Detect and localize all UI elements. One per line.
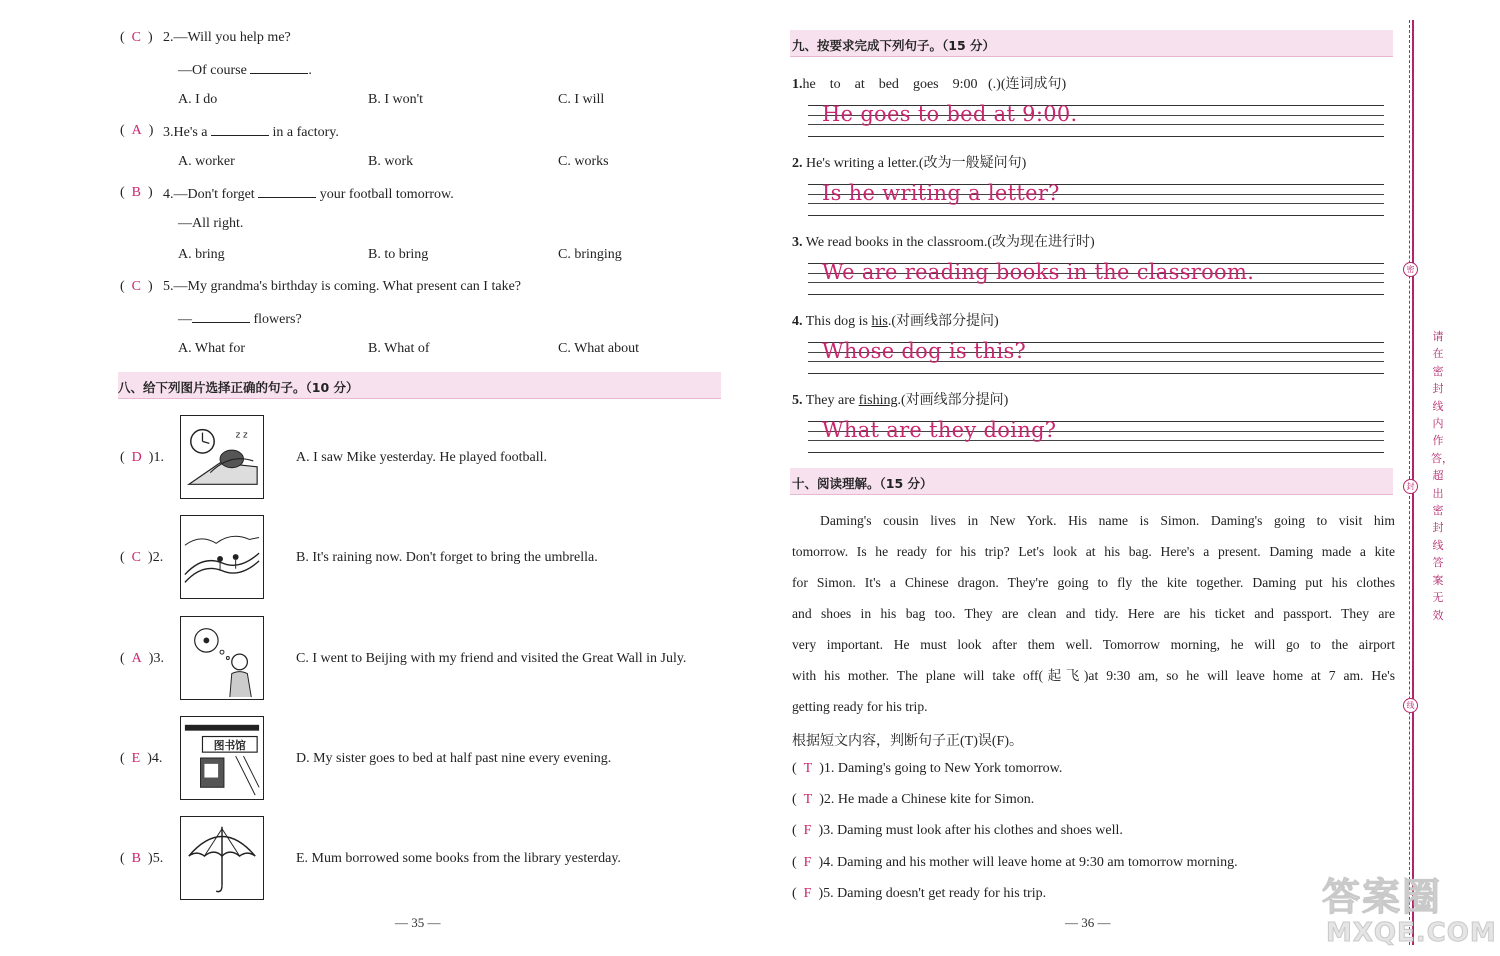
answer-q2: C (131, 30, 142, 45)
picture-answer-4: E (131, 751, 141, 766)
handwritten-answer-q1: He goes to bed at 9:00. (822, 102, 1078, 126)
question-q5-line1: 5.—My grandma's birthday is coming. What present can I take? (163, 279, 521, 294)
watermark-logo: 答案圈 (1322, 875, 1443, 919)
option-q3-c: C. works (558, 154, 609, 169)
great-wall-icon (181, 516, 263, 598)
tf-answer-bracket-5[interactable]: ( F (792, 886, 812, 901)
page-number-right: — 36 — (1065, 915, 1111, 930)
question-q4-line2: —All right. (178, 216, 244, 231)
handwritten-answer-q4: Whose dog is this? (822, 339, 1027, 363)
picture-boy-thinking (180, 616, 264, 700)
option-q2-b: B. I won't (368, 92, 424, 107)
picture-answer-bracket-2[interactable]: ( C )2. (120, 550, 164, 565)
question-q2-line2: —Of course . (178, 63, 312, 78)
library-sign-text: 图书馆 (213, 739, 246, 753)
page-number-left: — 35 — (395, 915, 441, 930)
question-q5-line2: — flowers? (178, 312, 302, 327)
picture-sentence-d: D. My sister goes to bed at half past nine every evening. (296, 751, 612, 766)
option-q5-a: A. What for (178, 341, 245, 356)
picture-answer-bracket-3[interactable]: ( A )3. (120, 651, 164, 666)
answer-q4: B (131, 185, 142, 200)
seal-mark-xian: 线 (1403, 698, 1418, 713)
answer-q5: C (131, 279, 142, 294)
tf-answer-bracket-2[interactable]: ( T (792, 792, 813, 807)
passage-line: tomorrow. Is he ready for his trip? Let's look at his bag. Here's a present. Daming made a kite (792, 544, 1395, 559)
question-q2-line1: 2.—Will you help me? (163, 30, 291, 45)
tf-item-1: ( T )1. Daming's going to New York tomorrow. (792, 761, 1063, 776)
passage-line: very important. He must look after them well. Tomorrow morning, he will go to the airport (792, 637, 1395, 652)
tf-answer-bracket-1[interactable]: ( T (792, 761, 813, 776)
tf-item-5: ( F )5. Daming doesn't get ready for his trip. (792, 886, 1047, 901)
seal-mark-mi: 密 (1403, 262, 1418, 277)
picture-answer-5: B (131, 851, 142, 866)
handwritten-answer-q5: What are they doing? (822, 418, 1057, 442)
section10-title: 十、阅读理解。（15 分） (792, 476, 933, 491)
task-q1-prompt: 1.he to at bed goes 9:00 (.)(连词成句) (792, 77, 1067, 92)
tf-item-2: ( T )2. He made a Chinese kite for Simon. (792, 792, 1035, 807)
handwritten-answer-q2: Is he writing a letter? (822, 181, 1060, 205)
answer-bracket-q2[interactable]: ( C ) (120, 30, 153, 45)
answer-bracket-q3[interactable]: ( A ) (120, 123, 154, 138)
question-q4-line1: 4.—Don't forget your football tomorrow. (163, 187, 454, 202)
picture-umbrella (180, 816, 264, 900)
bedtime-clock-icon (181, 416, 263, 498)
answer-bracket-q4[interactable]: ( B ) (120, 185, 153, 200)
option-q2-a: A. I do (178, 92, 218, 107)
picture-library (180, 716, 264, 800)
passage-line: and shoes in his bag too. They are clean and tidy. Here are his ticket and passport. They are (792, 606, 1395, 621)
picture-bedtime-clock (180, 415, 264, 499)
tf-answer-bracket-3[interactable]: ( F (792, 823, 812, 838)
section8-title: 八、给下列图片选择正确的句子。（10 分） (118, 380, 359, 395)
watermark-url: MXQE.COM (1326, 918, 1497, 948)
option-q4-b: B. to bring (368, 247, 429, 262)
boy-thinking-football-icon (181, 617, 263, 699)
tf-instruction: 根据短文内容，判断句子正(T)误(F)。 (792, 734, 1023, 749)
seal-mark-feng: 封 (1403, 479, 1418, 494)
picture-answer-3: A (131, 651, 142, 666)
picture-sentence-c: C. I went to Beijing with my friend and visited the Great Wall in July. (296, 651, 687, 666)
passage-line: for Simon. It's a Chinese dragon. They're going to fly the kite together. Daming put his clothes (792, 575, 1395, 590)
option-q5-c: C. What about (558, 341, 640, 356)
picture-sentence-a: A. I saw Mike yesterday. He played football. (296, 450, 548, 465)
picture-sentence-b: B. It's raining now. Don't forget to bring the umbrella. (296, 550, 598, 565)
option-q3-a: A. worker (178, 154, 235, 169)
picture-great-wall (180, 515, 264, 599)
tf-item-3: ( F )3. Daming must look after his clothes and shoes well. (792, 823, 1123, 838)
task-q3-prompt: 3. We read books in the classroom.(改为现在进行时) (792, 235, 1095, 250)
question-q3-line1: 3.He's a in a factory. (163, 125, 339, 140)
handwritten-answer-q3: We are reading books in the classroom. (822, 260, 1255, 284)
reading-passage (792, 505, 1395, 722)
option-q4-a: A. bring (178, 247, 225, 262)
task-q2-prompt: 2. He's writing a letter.(改为一般疑问句) (792, 156, 1027, 171)
svg-text:z z: z z (235, 430, 248, 441)
picture-answer-bracket-1[interactable]: ( D )1. (120, 450, 164, 465)
picture-answer-bracket-5[interactable]: ( B )5. (120, 851, 164, 866)
picture-answer-2: C (131, 550, 142, 565)
task-q5-prompt: 5. They are fishing.(对画线部分提问) (792, 393, 1009, 408)
answer-q3: A (131, 123, 142, 138)
answer-bracket-q5[interactable]: ( C ) (120, 279, 153, 294)
umbrella-icon (181, 817, 263, 899)
option-q2-c: C. I will (558, 92, 605, 107)
passage-line: Daming's cousin lives in New York. His name is Simon. Daming's going to visit him (820, 513, 1395, 528)
tf-item-4: ( F )4. Daming and his mother will leave home at 9:30 am tomorrow morning. (792, 855, 1238, 870)
tf-answer-bracket-4[interactable]: ( F (792, 855, 812, 870)
picture-answer-1: D (131, 450, 142, 465)
passage-line: with his mother. The plane will take off(起飞)at 9:30 am, so he will leave home at 7 am. He's (792, 668, 1395, 683)
option-q3-b: B. work (368, 154, 414, 169)
task-q4-prompt: 4. This dog is his.(对画线部分提问) (792, 314, 999, 329)
seal-notice: 请在密封线内作答，超出密封线答案无效 (1431, 330, 1453, 622)
option-q5-b: B. What of (368, 341, 430, 356)
picture-sentence-e: E. Mum borrowed some books from the library yesterday. (296, 851, 621, 866)
passage-line: getting ready for his trip. (792, 699, 928, 714)
option-q4-c: C. bringing (558, 247, 622, 262)
section9-title: 九、按要求完成下列句子。（15 分） (792, 38, 995, 53)
picture-answer-bracket-4[interactable]: ( E )4. (120, 751, 163, 766)
library-building-icon (181, 717, 263, 799)
